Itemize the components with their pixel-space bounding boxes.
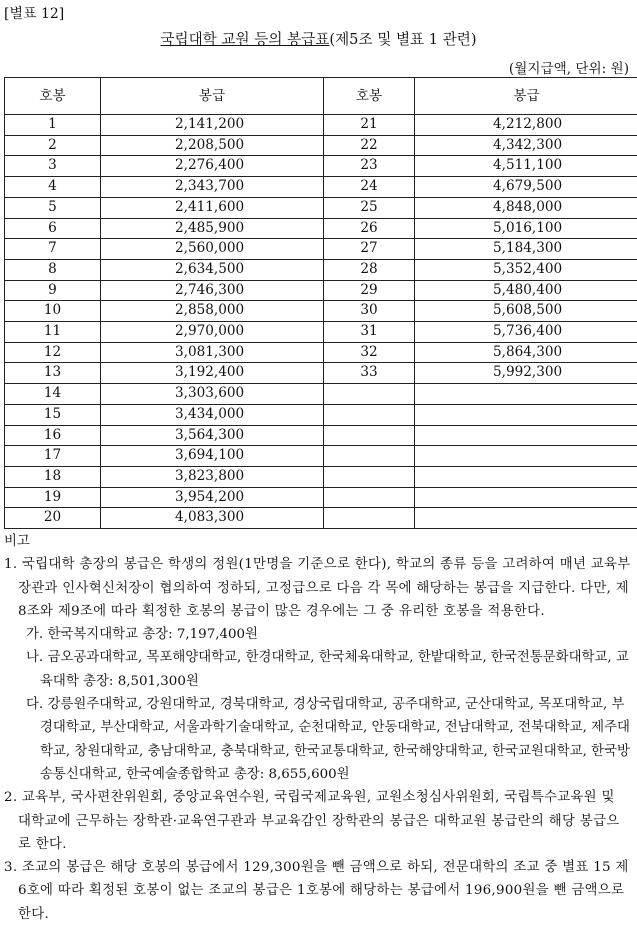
note-1-da: 다. 강릉원주대학교, 강원대학교, 경북대학교, 경상국립대학교, 공주대학교, 군산대학교, 목포대학교, 부경대학교, 부산대학교, 서울과학기술대학교, 순천대학교, 안동대학교, 전남대학교, 전북대학교, 제주대학교, 창원대학교, 충남대학교, 충북대학교, 한국교통대학교, 한국해양대학교, 한국교원대학교, 한국방송통신대학교, 한국예술종합학교 총장: 8,655,600원 bbox=[26, 697, 630, 782]
table-row bbox=[5, 384, 637, 405]
salary-cell: 2,746,300 bbox=[101, 280, 324, 301]
grade-cell: 6 bbox=[5, 218, 101, 239]
table-row bbox=[5, 115, 637, 136]
notes-section bbox=[4, 530, 632, 926]
salary-cell: 2,208,500 bbox=[101, 135, 324, 156]
grade-cell: 24 bbox=[324, 177, 415, 198]
salary-cell: 2,411,600 bbox=[101, 197, 324, 218]
salary-table-body bbox=[5, 115, 637, 529]
salary-cell: 3,954,200 bbox=[101, 487, 324, 508]
table-row bbox=[5, 280, 637, 301]
header-row bbox=[5, 78, 637, 115]
grade-cell: 13 bbox=[5, 363, 101, 384]
note-2: 2. 교육부, 국사편찬위원회, 중앙교육연수원, 국립국제교육원, 교원소청심사위원회, 국립특수교육원 및 대학교에 근무하는 장학관·교육연구관과 부교육감인 장학관의 봉급은 대학교원 봉급란의 해당 봉급으로 한다. bbox=[4, 790, 620, 852]
salary-cell: 2,858,000 bbox=[101, 301, 324, 322]
header-grade-right: 호봉 bbox=[324, 78, 415, 115]
salary-cell: 4,679,500 bbox=[415, 177, 637, 198]
table-row bbox=[5, 466, 637, 487]
salary-cell bbox=[415, 425, 637, 446]
table-row bbox=[5, 404, 637, 425]
salary-cell: 4,212,800 bbox=[415, 115, 637, 136]
salary-cell: 2,560,000 bbox=[101, 239, 324, 260]
grade-cell: 1 bbox=[5, 115, 101, 136]
grade-cell: 23 bbox=[324, 156, 415, 177]
grade-cell: 11 bbox=[5, 322, 101, 343]
salary-cell: 3,192,400 bbox=[101, 363, 324, 384]
table-row bbox=[5, 446, 637, 467]
salary-cell: 4,848,000 bbox=[415, 197, 637, 218]
salary-cell bbox=[415, 384, 637, 405]
salary-cell: 3,081,300 bbox=[101, 342, 324, 363]
grade-cell bbox=[324, 384, 415, 405]
grade-cell: 4 bbox=[5, 177, 101, 198]
title-ref: (제5조 및 별표 1 관련) bbox=[329, 31, 477, 48]
note-1-ga: 가. 한국복지대학교 총장: 7,197,400원 bbox=[26, 627, 258, 643]
salary-cell: 5,016,100 bbox=[415, 218, 637, 239]
salary-cell: 2,276,400 bbox=[101, 156, 324, 177]
grade-cell: 31 bbox=[324, 322, 415, 343]
salary-cell: 5,608,500 bbox=[415, 301, 637, 322]
table-row bbox=[5, 342, 637, 363]
appendix-tag: [별표 12] bbox=[4, 6, 65, 22]
grade-cell: 21 bbox=[324, 115, 415, 136]
salary-cell: 5,736,400 bbox=[415, 322, 637, 343]
salary-cell: 2,634,500 bbox=[101, 259, 324, 280]
header-salary-left: 봉급 bbox=[101, 78, 324, 115]
grade-cell: 17 bbox=[5, 446, 101, 467]
note-3: 3. 조교의 봉급은 해당 호봉의 봉급에서 129,300원을 뺀 금액으로 하되, 전문대학의 조교 중 별표 15 제6호에 따라 획정된 호봉이 없는 조교의 봉급은 1호봉에 해당하는 봉급에서 196,900원을 뺀 금액으로 한다. bbox=[4, 860, 629, 922]
salary-cell: 5,352,400 bbox=[415, 259, 637, 280]
grade-cell: 28 bbox=[324, 259, 415, 280]
salary-cell: 4,511,100 bbox=[415, 156, 637, 177]
salary-cell: 4,083,300 bbox=[101, 508, 324, 529]
salary-cell: 3,303,600 bbox=[101, 384, 324, 405]
grade-cell: 8 bbox=[5, 259, 101, 280]
salary-cell: 5,864,300 bbox=[415, 342, 637, 363]
table-row bbox=[5, 156, 637, 177]
note-1-na: 나. 금오공과대학교, 목포해양대학교, 한경대학교, 한국체육대학교, 한밭대학교, 한국전통문화대학교, 교육대학 총장: 8,501,300원 bbox=[26, 650, 629, 689]
grade-cell: 15 bbox=[5, 404, 101, 425]
salary-cell: 3,564,300 bbox=[101, 425, 324, 446]
salary-cell bbox=[415, 487, 637, 508]
grade-cell bbox=[324, 466, 415, 487]
table-row bbox=[5, 259, 637, 280]
salary-cell: 5,184,300 bbox=[415, 239, 637, 260]
salary-cell: 2,343,700 bbox=[101, 177, 324, 198]
header-salary-right: 봉급 bbox=[415, 78, 637, 115]
salary-cell: 2,141,200 bbox=[101, 115, 324, 136]
grade-cell: 5 bbox=[5, 197, 101, 218]
grade-cell: 29 bbox=[324, 280, 415, 301]
salary-cell bbox=[415, 446, 637, 467]
grade-cell: 14 bbox=[5, 384, 101, 405]
table-row bbox=[5, 177, 637, 198]
grade-cell: 16 bbox=[5, 425, 101, 446]
table-row bbox=[5, 239, 637, 260]
header-grade-left: 호봉 bbox=[5, 78, 101, 115]
salary-cell bbox=[415, 404, 637, 425]
grade-cell: 25 bbox=[324, 197, 415, 218]
table-row bbox=[5, 197, 637, 218]
grade-cell bbox=[324, 404, 415, 425]
grade-cell: 12 bbox=[5, 342, 101, 363]
table-row bbox=[5, 487, 637, 508]
grade-cell: 30 bbox=[324, 301, 415, 322]
salary-cell: 4,342,300 bbox=[415, 135, 637, 156]
salary-cell bbox=[415, 508, 637, 529]
grade-cell: 3 bbox=[5, 156, 101, 177]
salary-cell: 2,485,900 bbox=[101, 218, 324, 239]
salary-table bbox=[4, 77, 637, 529]
notes-label: 비고 bbox=[4, 534, 30, 549]
table-row bbox=[5, 135, 637, 156]
salary-cell: 3,823,800 bbox=[101, 466, 324, 487]
table-row bbox=[5, 425, 637, 446]
grade-cell: 9 bbox=[5, 280, 101, 301]
title-main: 국립대학 교원 등의 봉급표 bbox=[160, 31, 330, 48]
grade-cell: 22 bbox=[324, 135, 415, 156]
table-row bbox=[5, 322, 637, 343]
grade-cell: 19 bbox=[5, 487, 101, 508]
salary-cell: 3,434,000 bbox=[101, 404, 324, 425]
table-row bbox=[5, 363, 637, 384]
salary-cell bbox=[415, 466, 637, 487]
salary-cell: 5,992,300 bbox=[415, 363, 637, 384]
grade-cell bbox=[324, 508, 415, 529]
salary-cell: 5,480,400 bbox=[415, 280, 637, 301]
grade-cell bbox=[324, 487, 415, 508]
grade-cell: 10 bbox=[5, 301, 101, 322]
salary-cell: 2,970,000 bbox=[101, 322, 324, 343]
table-row bbox=[5, 301, 637, 322]
grade-cell: 27 bbox=[324, 239, 415, 260]
grade-cell bbox=[324, 425, 415, 446]
grade-cell: 26 bbox=[324, 218, 415, 239]
grade-cell: 33 bbox=[324, 363, 415, 384]
grade-cell: 20 bbox=[5, 508, 101, 529]
table-row bbox=[5, 218, 637, 239]
grade-cell: 18 bbox=[5, 466, 101, 487]
note-1: 1. 국립대학 총장의 봉급은 학생의 정원(1만명을 기준으로 한다), 학교의 종류 등을 고려하여 매년 교육부장관과 인사혁신처장이 협의하여 정하되, 고정급으로 다음 각 목에 해당하는 봉급을 지급한다. 다만, 제8조와 제9조에 따라 획정한 호봉의 봉급이 많은 경우에는 그 중 유리한 호봉을 적용한다. bbox=[4, 557, 631, 619]
page-title bbox=[0, 28, 637, 49]
salary-cell: 3,694,100 bbox=[101, 446, 324, 467]
table-row bbox=[5, 508, 637, 529]
grade-cell: 32 bbox=[324, 342, 415, 363]
grade-cell bbox=[324, 446, 415, 467]
grade-cell: 7 bbox=[5, 239, 101, 260]
grade-cell: 2 bbox=[5, 135, 101, 156]
unit-note: (월지급액, 단위: 원) bbox=[508, 61, 629, 77]
